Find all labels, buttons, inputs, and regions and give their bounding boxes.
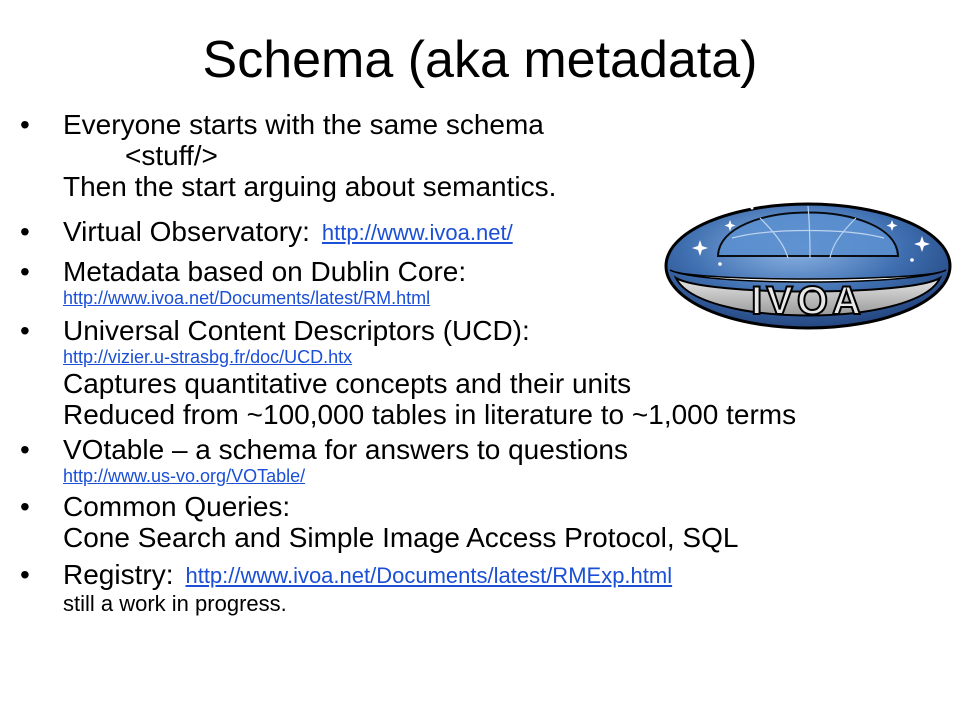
bullet-item-votable xyxy=(20,434,940,487)
bullet-text-continuation: Captures quantitative concepts and their units xyxy=(63,368,632,399)
bullet-marker: • xyxy=(20,315,30,346)
bullet-marker: • xyxy=(20,109,30,140)
bullet-marker: • xyxy=(20,256,30,287)
bullet-marker: • xyxy=(20,559,30,590)
bullet-marker: • xyxy=(20,491,30,522)
bullet-text: Virtual Observatory: xyxy=(63,216,310,247)
logo-wordmark: IVOA xyxy=(751,279,865,323)
bullet-text: Everyone starts with the same schema xyxy=(63,109,544,140)
bullet-text-continuation: Cone Search and Simple Image Access Protocol, SQL xyxy=(63,522,739,553)
bullet-marker: • xyxy=(20,434,30,465)
votable-link[interactable]: http://www.us-vo.org/VOTable/ xyxy=(63,466,306,486)
ucd-link[interactable]: http://vizier.u-strasbg.fr/doc/UCD.htx xyxy=(63,347,353,367)
bullet-text: VOtable – a schema for answers to questions xyxy=(63,434,628,465)
bullet-text: Metadata based on Dublin Core: xyxy=(63,256,467,287)
bullet-item-registry xyxy=(20,559,940,617)
ivoa-link[interactable]: http://www.ivoa.net/ xyxy=(321,220,513,245)
bullet-text: Common Queries: xyxy=(63,491,291,522)
bullet-text: Registry: xyxy=(63,559,174,590)
code-snippet: <stuff/> xyxy=(125,140,218,171)
rm-link[interactable]: http://www.ivoa.net/Documents/latest/RM.html xyxy=(63,288,431,308)
ivoa-logo xyxy=(660,178,956,344)
bullet-marker: • xyxy=(20,216,30,247)
bullet-text-continuation: Then the start arguing about semantics. xyxy=(63,171,557,202)
bullet-text-continuation: Reduced from ~100,000 tables in literature to ~1,000 terms xyxy=(63,399,797,430)
bullet-item-common-queries xyxy=(20,491,940,553)
bullet-text: Universal Content Descriptors (UCD): xyxy=(63,315,530,346)
slide-title: Schema (aka metadata) xyxy=(202,31,758,89)
bullet-text-continuation: still a work in progress. xyxy=(63,591,287,616)
rmexp-link[interactable]: http://www.ivoa.net/Documents/latest/RMExp.html xyxy=(185,563,673,588)
